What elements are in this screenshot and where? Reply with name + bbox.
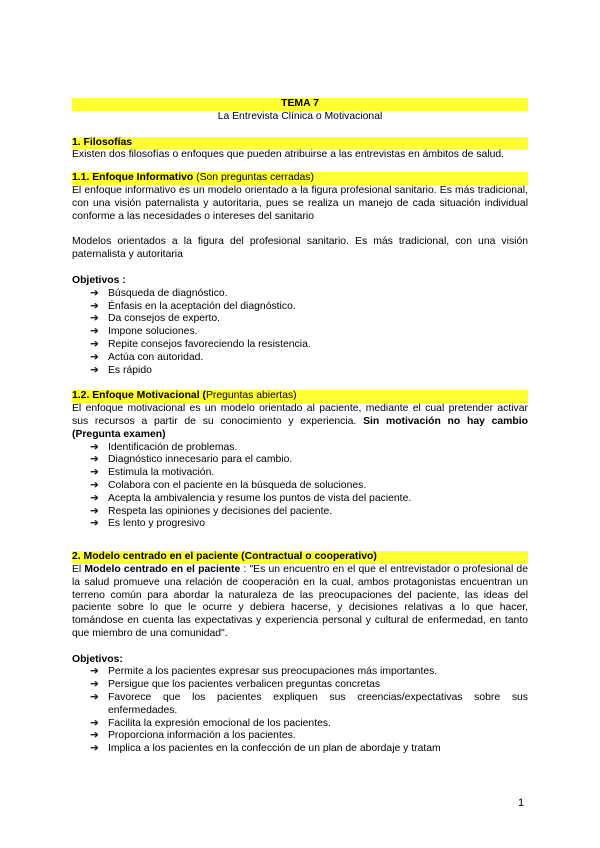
model-name: Modelo centrado en el paciente <box>84 563 241 575</box>
list-item: ➔ Proporciona información a los pacientes. <box>90 730 296 742</box>
arrow-icon: ➔ <box>90 479 99 491</box>
list-item: ➔ Identificación de problemas. <box>90 441 238 453</box>
list-item: ➔ Colabora con el paciente en la búsqueda de soluciones. <box>90 479 367 491</box>
list-item: ➔ Acepta la ambivalencia y resume los puntos de vista del paciente. <box>90 492 412 504</box>
arrow-icon: ➔ <box>90 300 99 312</box>
arrow-icon: ➔ <box>90 454 99 466</box>
section-2-paragraph: El Modelo centrado en el paciente : "Es un encuentro en el que el entrevistador o profesional de la salud promueve una relación de cooperación en la cual, ambos protagonistas encuentran un terreno común para abordar la naturaleza de las preocupaciones del paciente, las ideas del paciente sobre lo que le ocurre y debiera hacerse, y decisiones relativas a lo que hacer, tomándose en cuenta las expectativas y experiencia personal y cultural de enfermedad, en tanto que miembro de una comunidad". <box>72 563 528 639</box>
list-item: ➔ Favorece que los pacientes expliquen sus creencias/expectativas sobre sus enfermedades. <box>90 692 528 716</box>
arrow-icon: ➔ <box>90 441 99 453</box>
list-item: ➔ Búsqueda de diagnóstico. <box>90 287 228 299</box>
section-1-2-heading-rest: Preguntas abiertas) <box>205 390 297 402</box>
arrow-icon: ➔ <box>90 505 99 517</box>
arrow-icon: ➔ <box>90 338 99 350</box>
section-1-1-heading <box>72 172 528 185</box>
arrow-icon: ➔ <box>90 518 99 530</box>
list-item: ➔ Da consejos de experto. <box>90 313 221 325</box>
list-item: ➔ Facilita la expresión emocional de los pacientes. <box>90 717 331 729</box>
arrow-icon: ➔ <box>90 679 99 691</box>
list-item: ➔ Diagnóstico innecesario para el cambio. <box>90 454 293 466</box>
arrow-icon: ➔ <box>90 351 99 363</box>
section-1-text: Existen dos filosofías o enfoques que pueden atribuirse a las entrevistas en ámbitos de salud. <box>72 149 505 161</box>
page-number: 1 <box>518 797 525 809</box>
section-1-1-objectives-label: Objetivos : <box>72 274 126 286</box>
tema-title-bar <box>72 98 528 111</box>
arrow-icon: ➔ <box>90 326 99 338</box>
arrow-icon: ➔ <box>90 467 99 479</box>
arrow-icon: ➔ <box>90 313 99 325</box>
section-1-1-paragraph-2: Modelos orientados a la figura del profesional sanitario. Es más tradicional, con una visión paternalista y autoritaria <box>72 236 528 261</box>
section-2-heading: 2. Modelo centrado en el paciente (Contractual o cooperativo) <box>72 551 528 564</box>
list-item: ➔ Énfasis en la aceptación del diagnóstico. <box>90 300 296 312</box>
arrow-icon: ➔ <box>90 692 99 704</box>
exam-note: Sin motivación no hay cambio (Pregunta examen) <box>72 415 528 440</box>
document-subtitle: La Entrevista Clínica o Motivacional <box>217 110 383 122</box>
section-1-2-list <box>72 442 528 532</box>
section-2-objectives-list <box>72 666 528 756</box>
list-item: ➔ Es lento y progresivo <box>90 518 206 530</box>
section-1-2-heading <box>72 390 528 403</box>
section-1-2-heading-bold: 1.2. Enfoque Motivacional ( <box>72 390 206 402</box>
document-page <box>72 98 528 756</box>
list-item: ➔ Persigue que los pacientes verbalicen preguntas concretas <box>90 679 381 691</box>
list-item: ➔ Impone soluciones. <box>90 326 198 338</box>
arrow-icon: ➔ <box>90 287 99 299</box>
tema-title: TEMA 7 <box>281 98 319 109</box>
list-item: ➔ Es rápido <box>90 364 152 376</box>
section-1-1-heading-bold: 1.1. Enfoque Informativo <box>72 172 194 184</box>
list-item: ➔ Repite consejos favoreciendo la resistencia. <box>90 338 311 350</box>
list-item: ➔ Estimula la motivación. <box>90 467 215 479</box>
section-1-1-objectives-list <box>72 288 528 378</box>
arrow-icon: ➔ <box>90 743 99 755</box>
arrow-icon: ➔ <box>90 364 99 376</box>
list-item: ➔ Respeta las opiniones y decisiones del paciente. <box>90 505 333 517</box>
arrow-icon: ➔ <box>90 730 99 742</box>
section-1-1-heading-rest: (Son preguntas cerradas) <box>193 172 314 184</box>
section-1-1-paragraph-1: El enfoque informativo es un modelo orientado a la figura profesional sanitario. Es más tradicional, con una visión paternalista y autoritaria, pues se realiza un manejo de cada situación individual conforme a las necesidades o intereses del sanitario <box>72 184 528 222</box>
list-item: ➔ Actúa con autoridad. <box>90 351 204 363</box>
arrow-icon: ➔ <box>90 666 99 678</box>
arrow-icon: ➔ <box>90 717 99 729</box>
list-item: ➔ Permite a los pacientes expresar sus preocupaciones más importantes. <box>90 666 438 678</box>
arrow-icon: ➔ <box>90 492 99 504</box>
section-2-objectives-label: Objetivos: <box>72 653 123 665</box>
list-item: ➔ Implica a los pacientes en la confección de un plan de abordaje y tratam <box>90 743 441 755</box>
section-1-2-paragraph: El enfoque motivacional es un modelo orientado al paciente, mediante el cual pretender activar sus recursos a partir de su conocimiento y experiencia. Sin motivación no hay cambio (Pregunta examen) <box>72 403 528 440</box>
section-1-heading: 1. Filosofías <box>72 137 528 150</box>
